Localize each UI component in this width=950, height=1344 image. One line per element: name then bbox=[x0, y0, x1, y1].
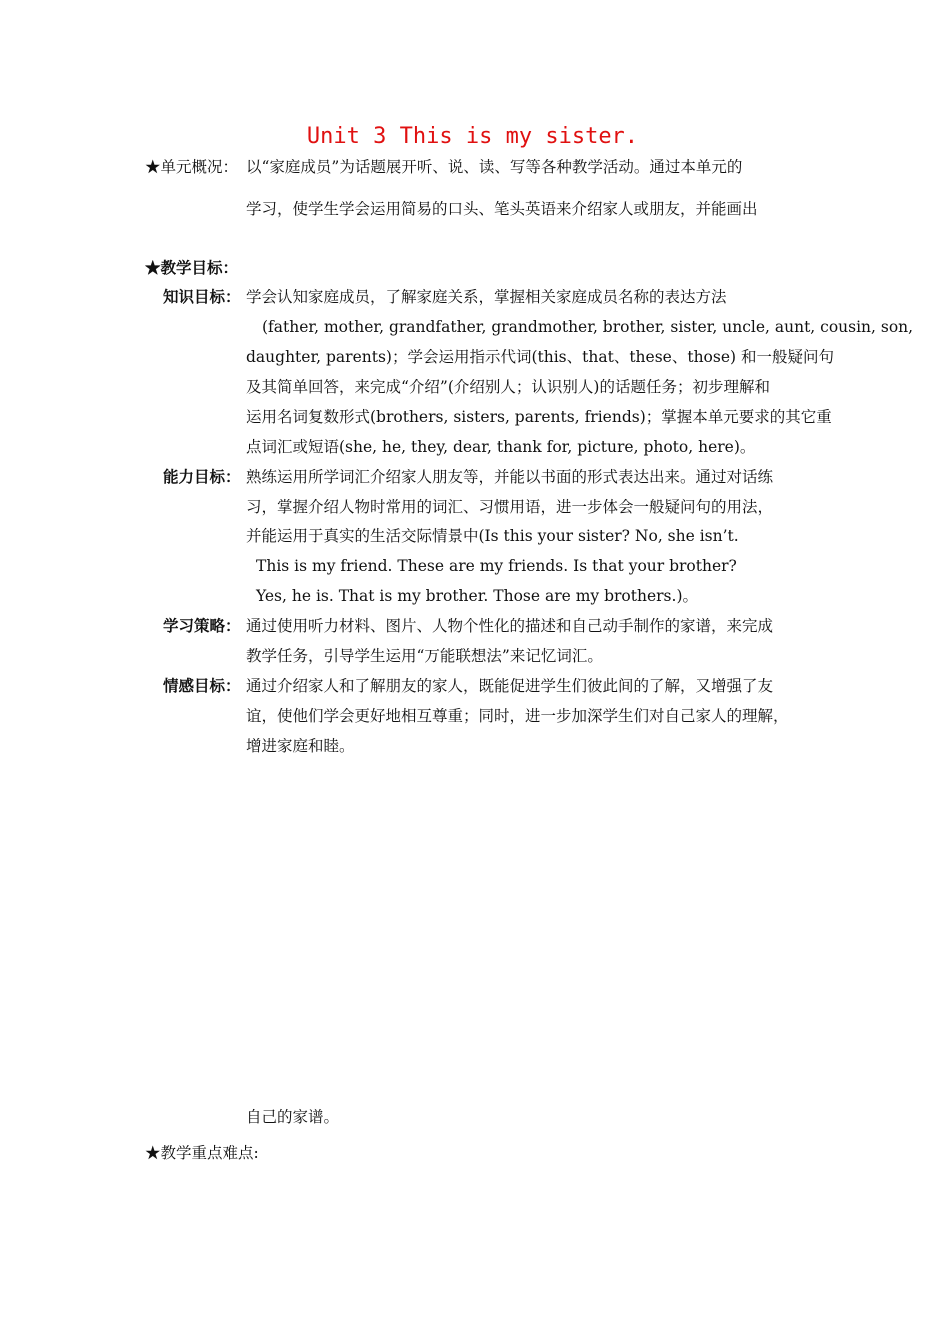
ability-line: This is my friend. These are my friends. Is that your brother? bbox=[256, 557, 737, 575]
ability-line: 习，掌握介绍人物时常用的词汇、习惯用语，进一步体会一般疑问句的用法， bbox=[246, 498, 774, 516]
emotion-line: 增进家庭和睦。 bbox=[246, 737, 355, 755]
knowledge-line: 运用名词复数形式(brothers, sisters, parents, friends)；掌握本单元要求的其它重 bbox=[246, 408, 832, 426]
overview-line-1: 以“家庭成员”为话题展开听、说、读、写等各种教学活动。通过本单元的 bbox=[246, 158, 743, 176]
knowledge-line: (father, mother, grandfather, grandmother, brother, sister, uncle, aunt, cousin, son, bbox=[262, 318, 914, 336]
knowledge-line: daughter, parents)；学会运用指示代词(this、that、these、those) 和一般疑问句 bbox=[246, 348, 834, 366]
ability-label: 能力目标： bbox=[163, 467, 241, 486]
strategy-label: 学习策略： bbox=[163, 616, 241, 635]
overview-line-3: 自己的家谱。 bbox=[246, 1108, 340, 1126]
knowledge-label: 知识目标： bbox=[163, 287, 241, 306]
overview-line-2: 学习，使学生学会运用简易的口头、笔头英语来介绍家人或朋友，并能画出 bbox=[246, 200, 758, 218]
page-title: Unit 3 This is my sister. bbox=[306, 124, 639, 149]
emotion-line: 通过介绍家人和了解朋友的家人，既能促进学生们彼此间的了解，又增强了友 bbox=[246, 677, 774, 695]
ability-line: 熟练运用所学词汇介绍家人朋友等，并能以书面的形式表达出来。通过对话练 bbox=[246, 468, 774, 486]
emotion-line: 谊，使他们学会更好地相互尊重；同时，进一步加深学生们对自己家人的理解， bbox=[246, 707, 789, 725]
emotion-label: 情感目标： bbox=[163, 676, 241, 695]
strategy-line: 通过使用听力材料、图片、人物个性化的描述和自己动手制作的家谱，来完成 bbox=[246, 617, 774, 635]
ability-line: Yes, he is. That is my brother. Those are my brothers.)。 bbox=[256, 587, 698, 605]
knowledge-line: 学会认知家庭成员，了解家庭关系，掌握相关家庭成员名称的表达方法 bbox=[246, 288, 727, 306]
overview-label: ★单元概况： bbox=[145, 158, 239, 176]
ability-line: 并能运用于真实的生活交际情景中(Is this your sister? No, she isn’t. bbox=[246, 527, 739, 545]
key-points-label: ★教学重点难点: bbox=[145, 1144, 259, 1162]
goals-heading: ★教学目标： bbox=[145, 258, 239, 277]
knowledge-line: 点词汇或短语(she, he, they, dear, thank for, picture, photo, here)。 bbox=[246, 438, 756, 456]
knowledge-line: 及其简单回答，来完成“介绍”(介绍别人；认识别人)的话题任务；初步理解和 bbox=[246, 378, 770, 396]
strategy-line: 教学任务，引导学生运用“万能联想法”来记忆词汇。 bbox=[246, 647, 603, 665]
